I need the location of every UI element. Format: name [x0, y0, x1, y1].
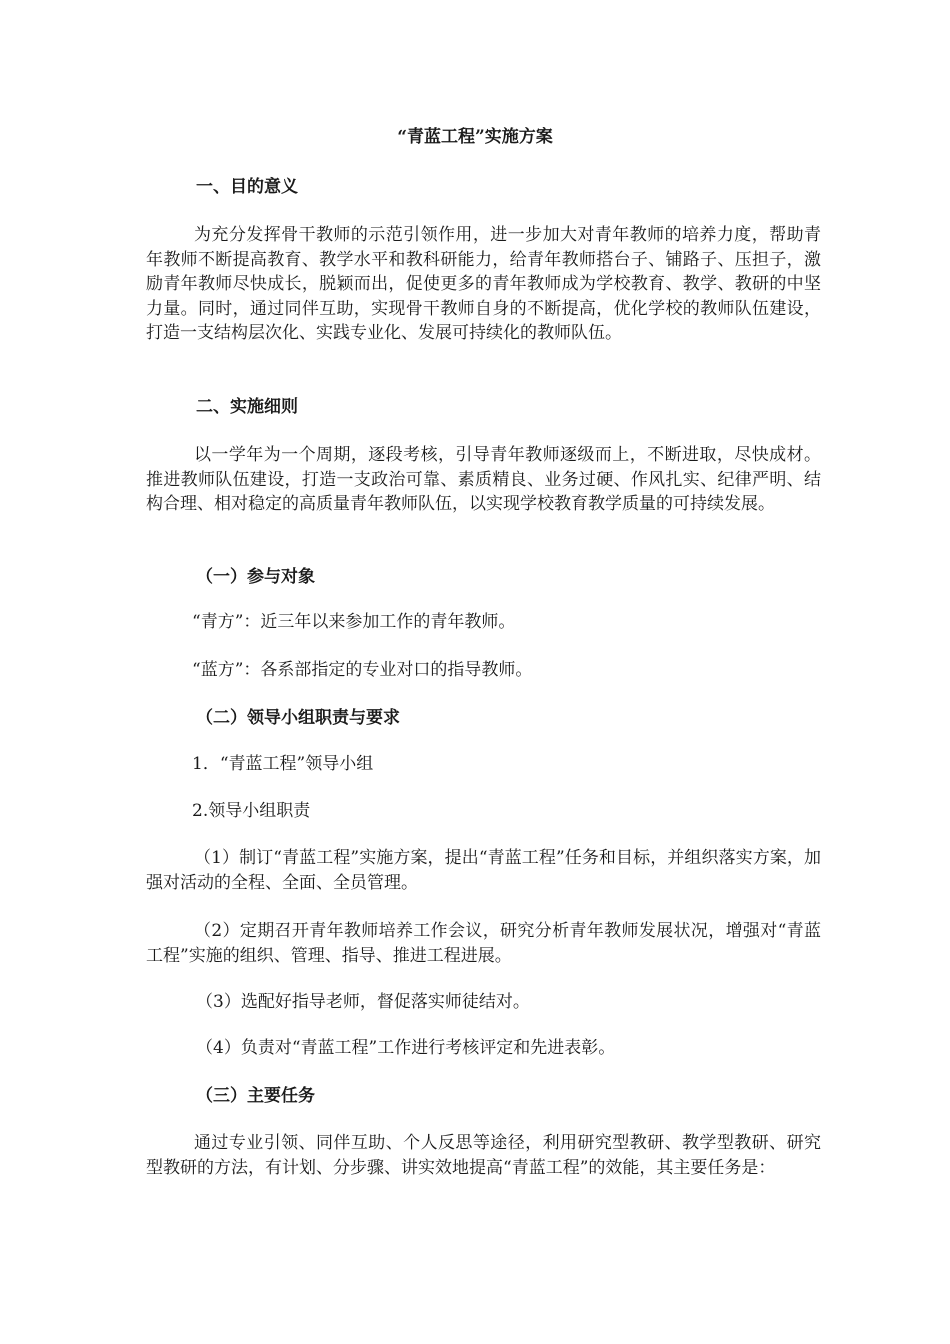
paragraph-duty-1: （1）制订“青蓝工程”实施方案，提出“青蓝工程”任务和目标，并组织落实方案，加强对活动的全程、全面、全员管理。: [146, 848, 821, 893]
heading-leadership: （二）领导小组职责与要求: [196, 708, 400, 728]
paragraph-duty-2: （2）定期召开青年教师培养工作会议，研究分析青年教师发展状况，增强对“青蓝工程”实施的组织、管理、指导、推进工程进展。: [146, 921, 821, 966]
heading-main-tasks: （三）主要任务: [196, 1086, 315, 1106]
paragraph-leadership-group: 1．“青蓝工程”领导小组: [192, 754, 374, 774]
heading-purpose: 一、目的意义: [196, 177, 298, 197]
paragraph-purpose: 为充分发挥骨干教师的示范引领作用，进一步加大对青年教师的培养力度，帮助青年教师不断提高教育、教学水平和教科研能力，给青年教师搭台子、铺路子、压担子，激励青年教师尽快成长，脱颖而出，促使更多的青年教师成为学校教育、教学、教研的中坚力量。同时，通过同伴互助，实现骨干教师自身的不断提高，优化学校的教师队伍建设，打造一支结构层次化、实践专业化、发展可持续化的教师队伍。: [146, 225, 821, 343]
paragraph-leadership-duties: 2.领导小组职责: [192, 801, 311, 821]
heading-participants: （一）参与对象: [196, 567, 315, 587]
heading-implementation: 二、实施细则: [196, 397, 298, 417]
paragraph-lan: “蓝方”：各系部指定的专业对口的指导教师。: [192, 660, 533, 680]
paragraph-main-tasks: 通过专业引领、同伴互助、个人反思等途径，利用研究型教研、教学型教研、研究型教研的方法，有计划、分步骤、讲实效地提高“青蓝工程”的效能，其主要任务是：: [146, 1133, 821, 1178]
paragraph-implementation: 以一学年为一个周期，逐段考核，引导青年教师逐级而上，不断进取，尽快成材。推进教师队伍建设，打造一支政治可靠、素质精良、业务过硬、作风扎实、纪律严明、结构合理、相对稳定的高质量青年教师队伍，以实现学校教育教学质量的可持续发展。: [146, 445, 821, 514]
paragraph-qing: “青方”：近三年以来参加工作的青年教师。: [192, 612, 516, 632]
paragraph-duty-4: （4）负责对“青蓝工程”工作进行考核评定和先进表彰。: [196, 1038, 616, 1058]
document-title: “青蓝工程”实施方案: [397, 127, 553, 147]
paragraph-duty-3: （3）选配好指导老师，督促落实师徒结对。: [196, 992, 530, 1012]
